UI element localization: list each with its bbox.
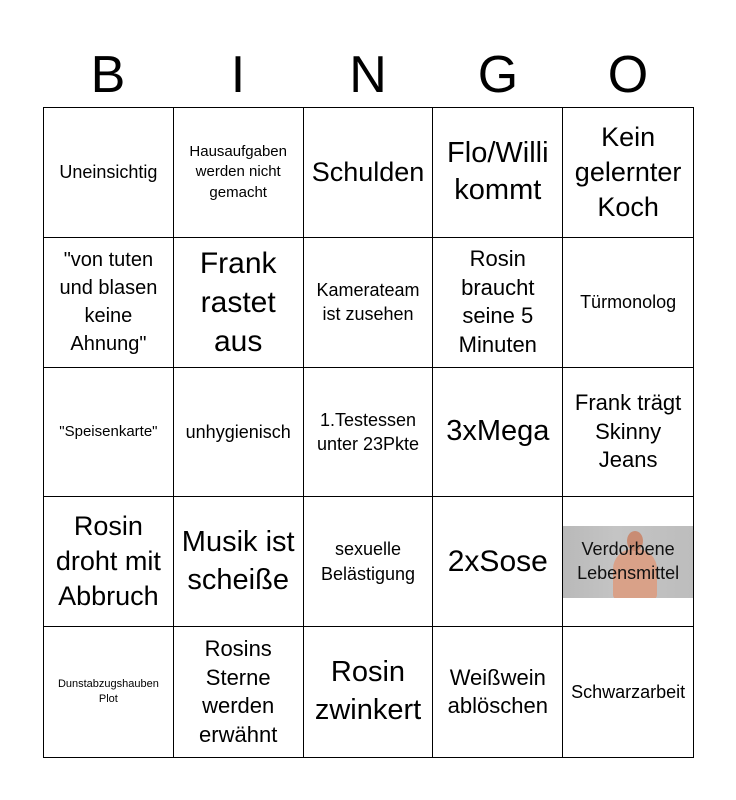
bingo-cell[interactable] [174, 627, 304, 757]
header-letter-i: I [230, 46, 246, 104]
bingo-cell[interactable] [433, 368, 563, 498]
cell-label: Weißwein ablöschen [447, 664, 548, 719]
bingo-cell[interactable] [174, 497, 304, 627]
cell-label: Türmonolog [580, 292, 677, 313]
cell-label: "von tuten und blasen keine Ahnung" [59, 249, 158, 356]
cell-label: Uneinsichtig [59, 162, 158, 183]
bingo-free-cell[interactable] [563, 497, 693, 627]
bingo-cell[interactable] [433, 108, 563, 238]
cell-label: Rosin braucht seine 5 Minuten [458, 246, 537, 357]
cell-label: Verdorbene Lebensmittel [577, 539, 680, 583]
cell-label: 2xSose [447, 545, 548, 579]
header-letter-b: B [90, 46, 126, 104]
cell-label: Rosin zwinkert [314, 656, 422, 727]
cell-label: "Speisenkarte" [59, 422, 158, 440]
bingo-cell[interactable] [433, 497, 563, 627]
cell-label: Rosin droht mit Abbruch [55, 511, 161, 612]
cell-label: Kamerateam ist zusehen [316, 279, 420, 325]
cell-label: 1.Testessen unter 23Pkte [316, 409, 420, 454]
cell-label: Kein gelernter Koch [574, 121, 682, 222]
bingo-cell[interactable] [433, 238, 563, 368]
bingo-cell[interactable] [433, 627, 563, 757]
cell-label: Schwarzarbeit [571, 681, 686, 702]
cell-label: Frank rastet aus [199, 246, 277, 358]
bingo-cell[interactable] [44, 497, 174, 627]
bingo-cell[interactable] [44, 238, 174, 368]
bingo-cell[interactable] [174, 238, 304, 368]
cell-label: Rosins Sterne werden erwähnt [199, 635, 278, 747]
cell-label: Frank trägt Skinny Jeans [574, 390, 682, 473]
bingo-cell[interactable] [44, 108, 174, 238]
cell-label: Schulden [311, 156, 425, 187]
bingo-cell[interactable] [563, 238, 693, 368]
cell-label: unhygienisch [185, 421, 291, 442]
bingo-cell[interactable] [563, 108, 693, 238]
cell-label: 3xMega [446, 415, 550, 448]
bingo-cell[interactable] [304, 108, 434, 238]
cell-label: Musik ist scheiße [181, 526, 295, 596]
cell-label: Dunstabzugshauben Plot [57, 678, 159, 706]
bingo-cell[interactable] [304, 238, 434, 368]
bingo-cell[interactable] [304, 627, 434, 757]
cell-label: Flo/Willi kommt [447, 136, 549, 207]
bingo-cell[interactable] [304, 368, 434, 498]
bingo-header [43, 44, 693, 106]
bingo-cell[interactable] [44, 627, 174, 757]
header-letter-n: N [349, 46, 387, 104]
bingo-cell[interactable] [174, 368, 304, 498]
header-letter-g: G [477, 46, 519, 104]
cell-label: sexuelle Belästigung [320, 539, 416, 584]
bingo-cell[interactable] [563, 368, 693, 498]
bingo-cell[interactable] [174, 108, 304, 238]
bingo-board [43, 107, 694, 758]
bingo-cell[interactable] [563, 627, 693, 757]
bingo-cell[interactable] [304, 497, 434, 627]
bingo-cell[interactable] [44, 368, 174, 498]
cell-label: Hausaufgaben werden nicht gemacht [189, 143, 287, 201]
header-letter-o: O [607, 46, 649, 104]
